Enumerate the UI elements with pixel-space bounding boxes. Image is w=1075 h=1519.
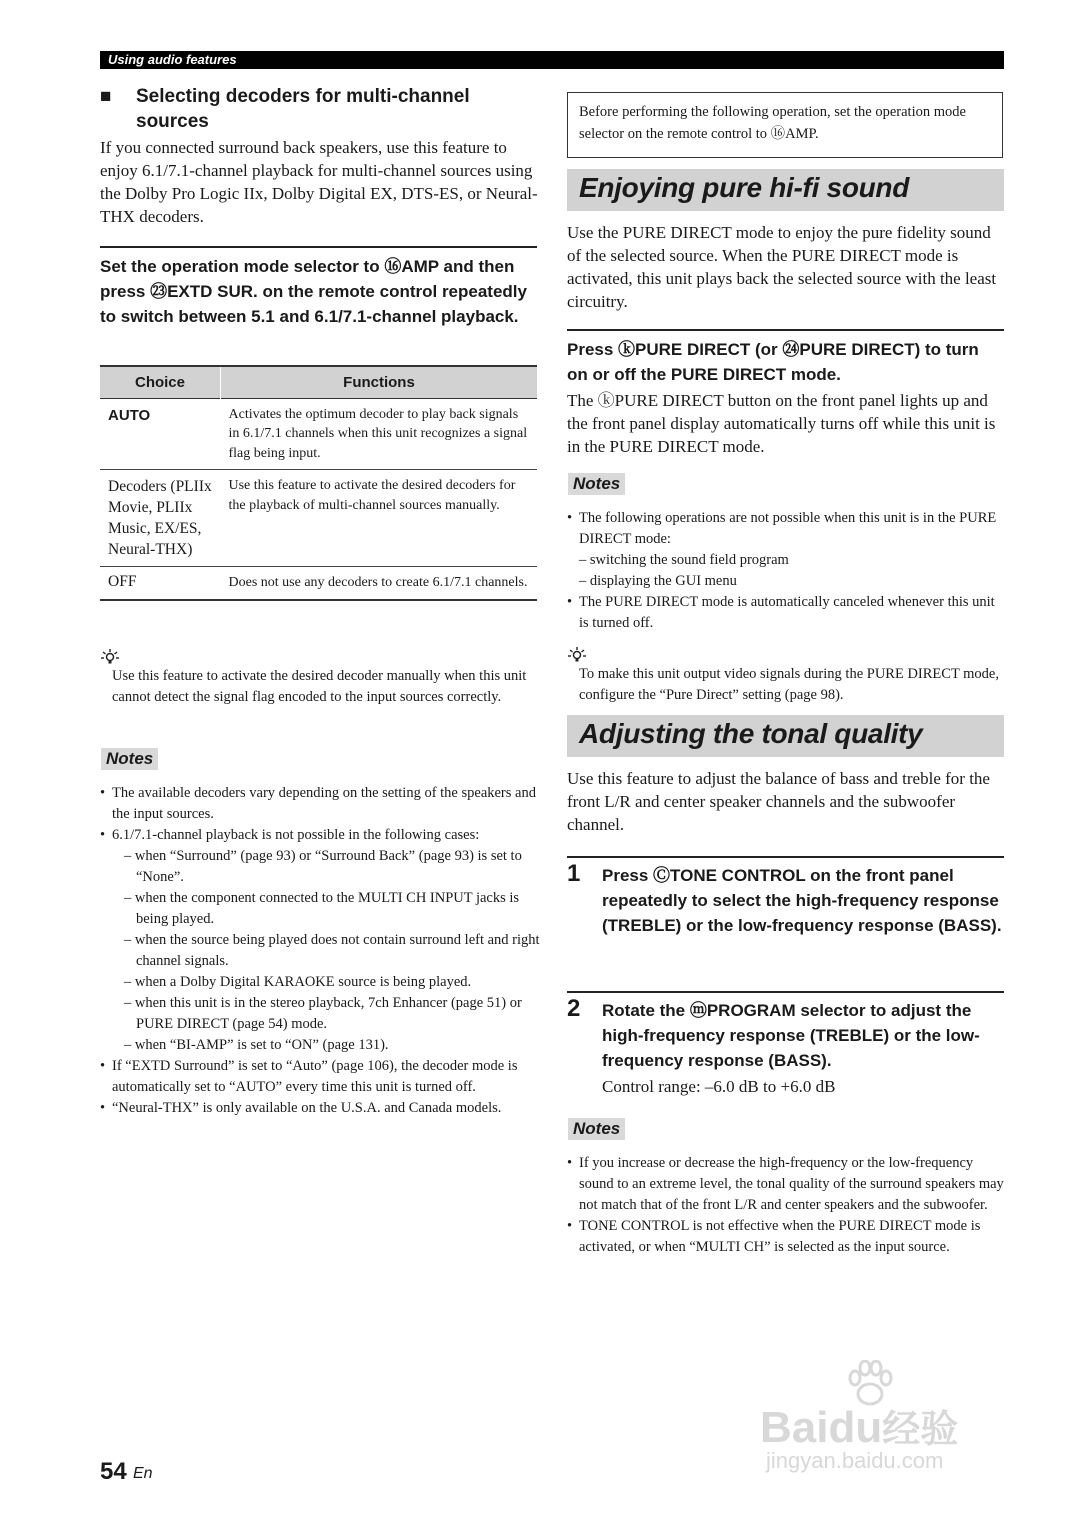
divider xyxy=(567,991,1004,993)
pure-direct-tip-text: To make this unit output video signals during the PURE DIRECT mode, configure the “Pure Direct” setting (page 98). xyxy=(579,666,999,703)
tonal-quality-banner xyxy=(567,715,1004,757)
table-header-functions: Functions xyxy=(343,373,415,391)
pure-direct-body: The ⓚPURE DIRECT button on the front panel lights up and the front panel display automatically turns off while this unit is in the PURE DIRECT mode. xyxy=(567,391,996,456)
list-item: – switching the sound field program xyxy=(579,552,789,568)
table-cell-choice: OFF xyxy=(108,573,137,590)
list-item: – when “BI-AMP” is set to “ON” (page 131). xyxy=(124,1037,389,1053)
page-number: 54 xyxy=(100,1458,127,1485)
language-code: En xyxy=(133,1465,153,1482)
table-cell-choice: Decoders (PLIIx Movie, PLIIx Music, EX/ES, Neural-THX) xyxy=(108,478,212,558)
list-item: – displaying the GUI menu xyxy=(579,573,737,589)
divider xyxy=(567,329,1004,331)
watermark-brand-2: du xyxy=(828,1403,883,1452)
list-item: • If “EXTD Surround” is set to “Auto” (page 106), the decoder mode is automatically set to “AUTO” every time this unit is turned off. xyxy=(100,1056,540,1098)
list-item: • The available decoders vary depending on the setting of the speakers and the input sources. xyxy=(100,783,540,825)
table-row xyxy=(100,470,537,567)
baidu-watermark xyxy=(760,1360,1010,1480)
watermark-cn: 经验 xyxy=(882,1407,959,1451)
list-item: • 6.1/7.1-channel playback is not possible in the following cases: – when “Surround” (page 93) or “Surround Back” (page 93) is set to “None”. – when the component connected to the MULTI CH INPUT jacks is being played. – when the source being played does not contain surround left and right channel signals. – when a Dolby Digital KARAOKE source is being played. – when this unit is in the stereo playback, 7ch Enhancer (page 51) or PURE DIRECT (page 54) mode. – when “BI-AMP” is set to “ON” (page 131). xyxy=(100,825,540,1056)
notes-label: Notes xyxy=(101,748,158,770)
list-item: – when this unit is in the stereo playback, 7ch Enhancer (page 51) or PURE DIRECT (page 54) mode. xyxy=(124,995,522,1032)
list-item: • If you increase or decrease the high-frequency or the low-frequency sound to an extreme level, the tonal quality of the surround speakers may not match that of the front L/R and center speakers and the subwoofer. xyxy=(567,1153,1004,1216)
list-item: • The following operations are not possible when this unit is in the PURE DIRECT mode: – switching the sound field program – displaying the GUI menu xyxy=(567,508,1004,592)
decoders-heading-text: Selecting decoders for multi-channel sources xyxy=(136,86,470,132)
watermark-brand: Bai xyxy=(760,1403,829,1452)
tone-notes xyxy=(567,1153,1004,1258)
list-item: • The PURE DIRECT mode is automatically canceled whenever this unit is turned off. xyxy=(567,592,1004,634)
section-header-bar xyxy=(100,51,1004,69)
step-2-text: Rotate the ⓜPROGRAM selector to adjust the high-frequency response (TREBLE) or the low-frequency response (BASS). xyxy=(602,1001,980,1070)
table-row xyxy=(100,567,537,600)
section-label: Using audio features xyxy=(108,52,237,67)
table-cell-function: Use this feature to activate the desired decoders for the playback of multi-channel sources manually. xyxy=(228,478,516,513)
pure-direct-instruction: Press ⓚPURE DIRECT (or ㉔PURE DIRECT) to turn on or off the PURE DIRECT mode. xyxy=(567,340,979,384)
decoders-intro: If you connected surround back speakers, use this feature to enjoy 6.1/7.1-channel playback for multi-channel sources using the Dolby Pro Logic IIx, Dolby Digital EX, DTS-ES, or Neural-THX decoders. xyxy=(100,138,538,226)
table-cell-function: Activates the optimum decoder to play back signals in 6.1/7.1 channels when this unit recognizes a signal flag being input. xyxy=(228,406,528,461)
decoders-instruction: Set the operation mode selector to ⑯AMP and then press ㉓EXTD SUR. on the remote control repeatedly to switch between 5.1 and 6.1/7.1-channel playback. xyxy=(100,257,527,326)
decoder-choice-table xyxy=(100,365,537,601)
step-1-text: Press ⒸTONE CONTROL on the front panel repeatedly to select the high-frequency response (TREBLE) or the low-frequency response (BASS). xyxy=(602,866,1002,935)
decoder-tip-text: Use this feature to activate the desired decoder manually when this unit cannot detect the signal flag encoded to the input sources correctly. xyxy=(112,668,527,705)
watermark-url: jingyan.baidu.com xyxy=(766,1448,944,1473)
list-item: – when the source being played does not contain surround left and right channel signals. xyxy=(124,932,540,969)
pure-direct-intro: Use the PURE DIRECT mode to enjoy the pure fidelity sound of the selected source. When the PURE DIRECT mode is activated, this unit plays back the selected source with the least circuitry. xyxy=(567,223,997,311)
table-cell-function: Does not use any decoders to create 6.1/7.1 channels. xyxy=(228,575,528,590)
prenote-text: Before performing the following operation, set the operation mode selector on the remote control to ⑯AMP. xyxy=(579,104,966,142)
list-item: • TONE CONTROL is not effective when the PURE DIRECT mode is activated, or when “MULTI CH” is selected as the input source. xyxy=(567,1216,1004,1258)
list-item: – when the component connected to the MULTI CH INPUT jacks is being played. xyxy=(124,890,520,927)
step-number: 1 xyxy=(567,860,581,887)
list-item: • “Neural-THX” is only available on the U.S.A. and Canada models. xyxy=(100,1098,540,1119)
list-item: – when a Dolby Digital KARAOKE source is being played. xyxy=(124,974,472,990)
tonal-quality-intro: Use this feature to adjust the balance of bass and treble for the front L/R and center speaker channels and the subwoofer channel. xyxy=(567,769,990,834)
step-2-detail: Control range: –6.0 dB to +6.0 dB xyxy=(602,1077,836,1096)
table-cell-choice: AUTO xyxy=(108,406,151,424)
notes-label: Notes xyxy=(568,473,625,495)
notes-label: Notes xyxy=(568,1118,625,1140)
decoders-heading xyxy=(100,84,540,134)
lightbulb-tip-icon xyxy=(100,648,120,666)
lightbulb-tip-icon xyxy=(567,646,587,664)
heading-square-marker: ■ xyxy=(100,86,112,107)
divider xyxy=(567,856,1004,858)
pure-direct-title: Enjoying pure hi-fi sound xyxy=(579,172,910,203)
tonal-quality-title: Adjusting the tonal quality xyxy=(579,718,923,749)
decoder-notes xyxy=(100,783,540,1119)
list-item: – when “Surround” (page 93) or “Surround Back” (page 93) is set to “None”. xyxy=(124,848,522,885)
step-number: 2 xyxy=(567,995,581,1022)
table-row xyxy=(100,398,537,470)
pure-direct-notes xyxy=(567,508,1004,634)
prenote-box xyxy=(567,92,1003,158)
table-header-choice: Choice xyxy=(100,366,221,398)
pure-direct-banner xyxy=(567,169,1004,211)
divider xyxy=(100,246,537,248)
